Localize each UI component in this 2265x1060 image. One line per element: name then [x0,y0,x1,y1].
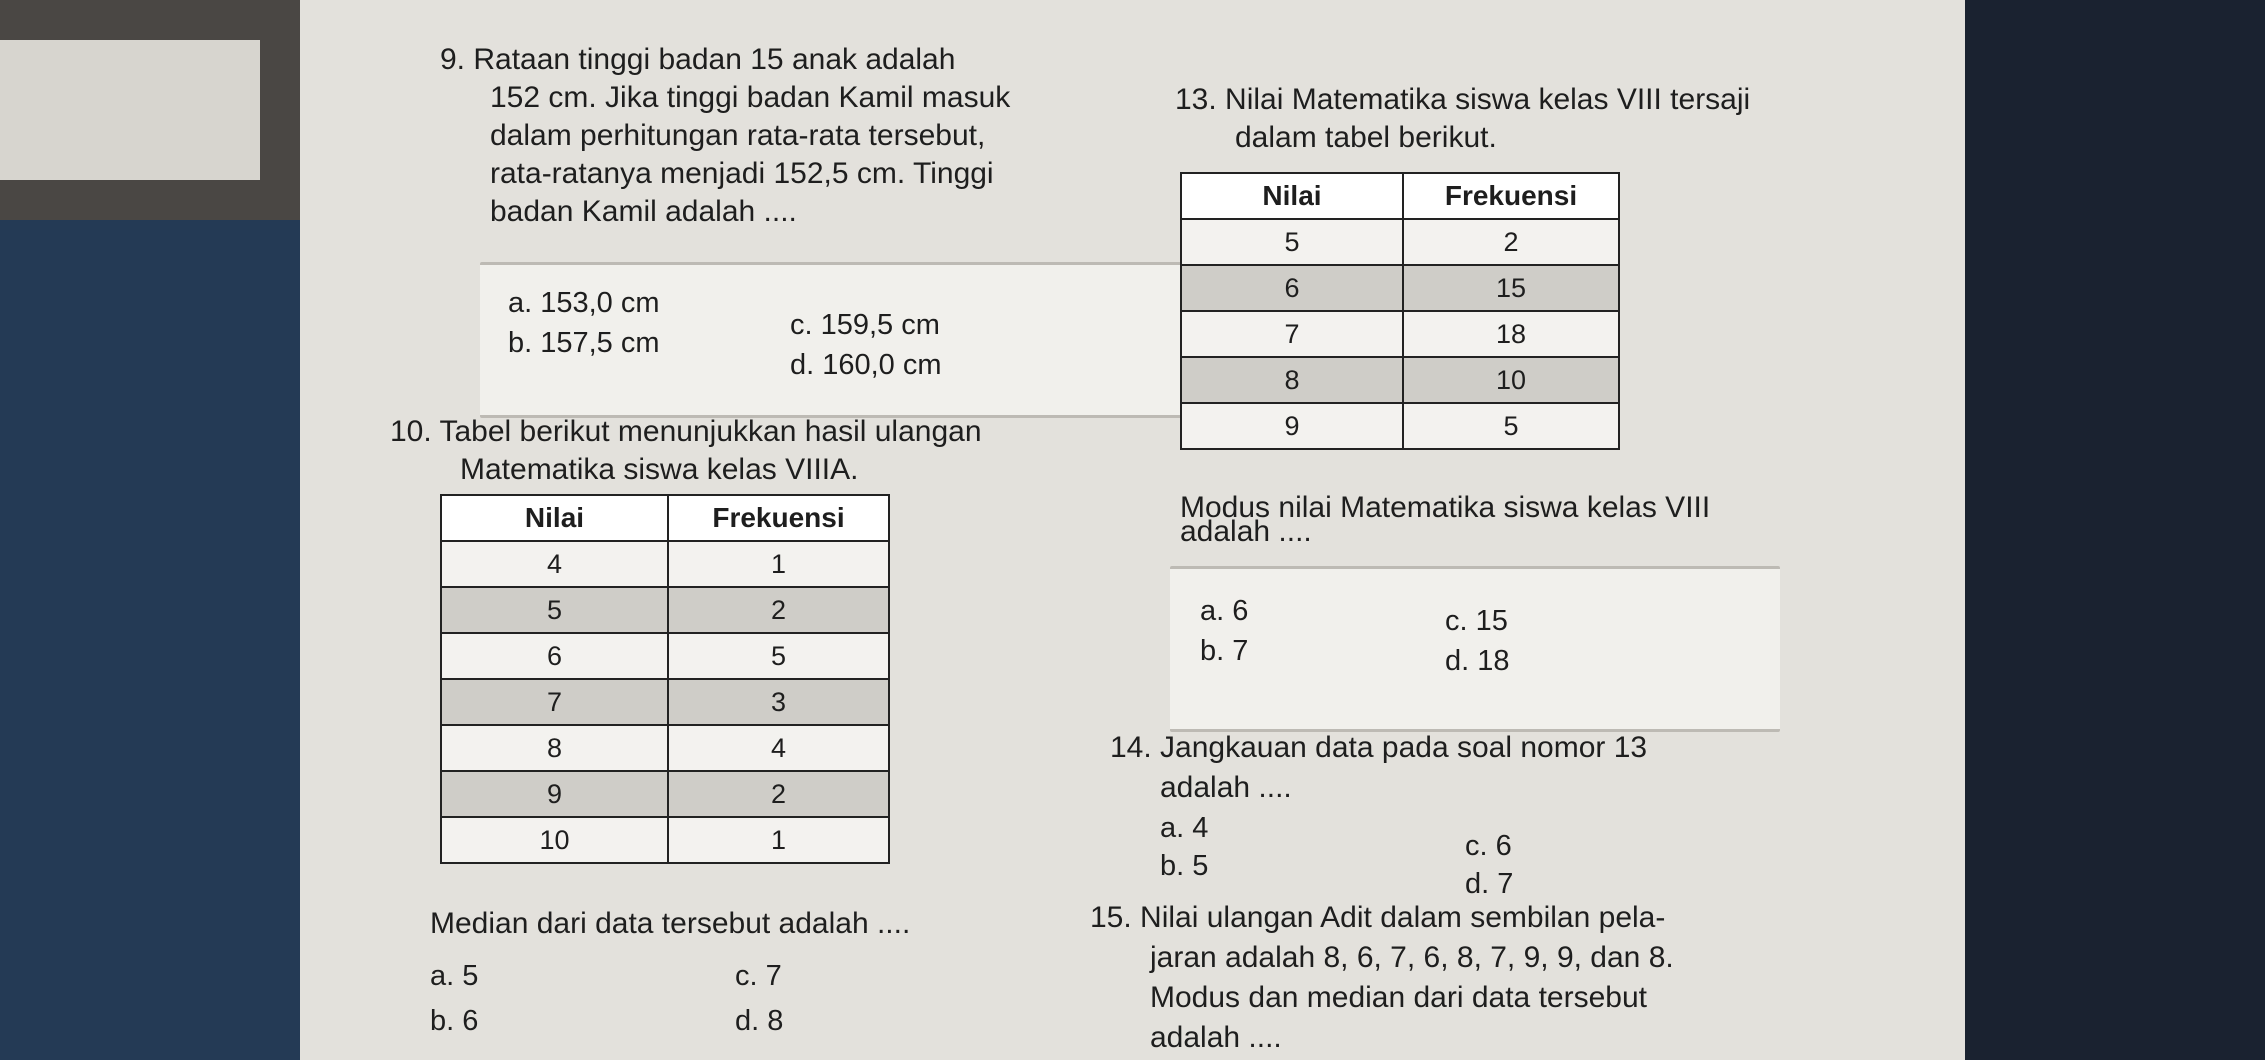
table-cell: 2 [668,587,889,633]
q14-line-2: adalah .... [1160,771,1292,804]
table-cell: 10 [1403,357,1619,403]
worksheet-page [300,0,1965,1060]
table-cell: 9 [1181,403,1403,449]
table-row [441,587,889,633]
table-cell: 10 [441,817,668,863]
background-right [1965,0,2265,1060]
q9-option-c[interactable]: c. 159,5 cm [790,309,940,341]
q10-header-frekuensi: Frekuensi [668,495,889,541]
table-row [441,541,889,587]
table-row [1181,311,1619,357]
q15-line-2: jaran adalah 8, 6, 7, 6, 8, 7, 9, 9, dan 8. [1150,941,1674,974]
table-cell: 7 [441,679,668,725]
q10-option-c[interactable]: c. 7 [735,960,782,992]
table-cell: 1 [668,817,889,863]
q10-frequency-table [440,494,890,864]
table-row [1181,357,1619,403]
table-cell: 15 [1403,265,1619,311]
table-row [1181,403,1619,449]
background-panel [0,40,260,180]
table-cell: 9 [441,771,668,817]
q13-option-b[interactable]: b. 7 [1200,635,1249,667]
q13-option-c[interactable]: c. 15 [1445,605,1508,637]
q13-option-d[interactable]: d. 18 [1445,645,1510,677]
table-cell: 18 [1403,311,1619,357]
table-cell: 6 [441,633,668,679]
table-cell: 2 [1403,219,1619,265]
table-row [441,725,889,771]
table-cell: 3 [668,679,889,725]
q10-option-a[interactable]: a. 5 [430,960,479,992]
q13-line-1: 13. Nilai Matematika siswa kelas VIII tersaji [1175,83,1751,116]
q14-line-1: 14. Jangkauan data pada soal nomor 13 [1110,731,1648,764]
table-row [441,679,889,725]
table-cell: 5 [441,587,668,633]
q10-line-1: 10. Tabel berikut menunjukkan hasil ulangan [390,415,982,448]
q9-line-2: 152 cm. Jika tinggi badan Kamil masuk [490,81,1011,114]
q15-line-1: 15. Nilai ulangan Adit dalam sembilan pela- [1090,901,1666,934]
q10-stem: Median dari data tersebut adalah .... [430,907,911,940]
q13-header-frekuensi: Frekuensi [1403,173,1619,219]
q13-options-box [1170,566,1780,732]
q13-stem-line-2: adalah .... [1180,515,1312,548]
q9-line-4: rata-ratanya menjadi 152,5 cm. Tinggi [490,157,994,190]
table-cell: 7 [1181,311,1403,357]
q14-option-d[interactable]: d. 7 [1465,868,1514,900]
q10-line-2: Matematika siswa kelas VIIIA. [460,453,859,486]
q10-header-nilai: Nilai [441,495,668,541]
table-cell: 1 [668,541,889,587]
q9-option-a[interactable]: a. 153,0 cm [508,287,660,319]
table-row [1181,265,1619,311]
q9-option-d[interactable]: d. 160,0 cm [790,349,942,381]
table-cell: 4 [441,541,668,587]
q13-header-nilai: Nilai [1181,173,1403,219]
q15-line-4: adalah .... [1150,1021,1282,1054]
q14-option-a[interactable]: a. 4 [1160,812,1209,844]
table-cell: 5 [1403,403,1619,449]
q14-option-c[interactable]: c. 6 [1465,830,1512,862]
table-cell: 2 [668,771,889,817]
table-row [441,817,889,863]
table-row [441,633,889,679]
table-row [1181,219,1619,265]
table-cell: 8 [1181,357,1403,403]
q9-line-5: badan Kamil adalah .... [490,195,797,228]
table-cell: 8 [441,725,668,771]
q14-option-b[interactable]: b. 5 [1160,850,1209,882]
q15-line-3: Modus dan median dari data tersebut [1150,981,1647,1014]
q13-option-a[interactable]: a. 6 [1200,595,1249,627]
q10-option-d[interactable]: d. 8 [735,1005,784,1037]
table-cell: 5 [1181,219,1403,265]
q9-option-b[interactable]: b. 157,5 cm [508,327,660,359]
background-furniture [0,0,330,220]
q9-line-3: dalam perhitungan rata-rata tersebut, [490,119,986,152]
table-cell: 4 [668,725,889,771]
q10-option-b[interactable]: b. 6 [430,1005,479,1037]
table-cell: 6 [1181,265,1403,311]
q13-stem-line-1: Modus nilai Matematika siswa kelas VIII [1180,491,1711,524]
q13-line-2: dalam tabel berikut. [1235,121,1497,154]
q13-frequency-table [1180,172,1620,450]
table-row [441,771,889,817]
table-cell: 5 [668,633,889,679]
q9-line-1: 9. Rataan tinggi badan 15 anak adalah [440,43,956,76]
